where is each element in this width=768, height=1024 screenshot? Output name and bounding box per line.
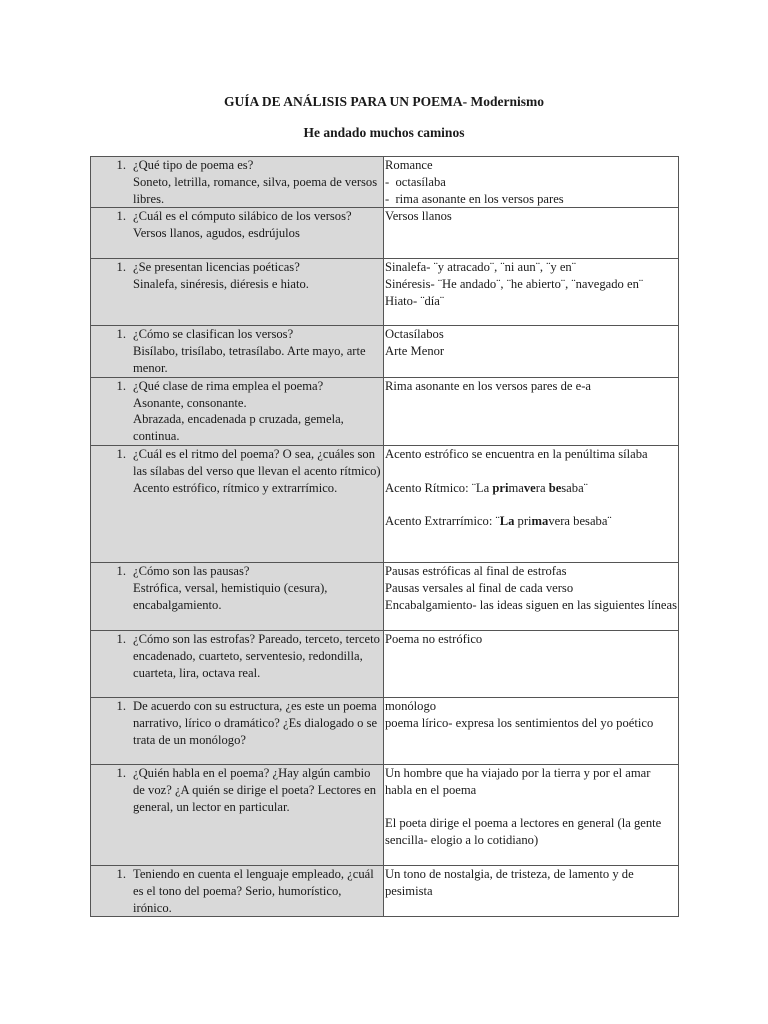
table-row (91, 259, 679, 326)
answer-cell (384, 259, 679, 326)
question-text: ¿Cómo son las estrofas? Pareado, terceto, terceto encadenado, cuarteto, serventesio, redondilla, cuarteta, lira, octava real. (133, 631, 384, 680)
stressed-syllable: be (548, 480, 562, 495)
answer-line: - octasílaba (385, 174, 446, 189)
analysis-table (90, 156, 679, 917)
question-text: ¿Cuál es el cómputo silábico de los versos? Versos llanos, agudos, esdrújulos (133, 209, 355, 241)
text-fragment: saba¨ (561, 480, 588, 495)
item-number: 1. (116, 327, 126, 342)
answer-cell (384, 326, 679, 377)
question-cell (91, 208, 384, 259)
answer-cell (384, 157, 679, 208)
answer-cell (384, 562, 679, 630)
answer-line: Pausas versales al final de cada verso (385, 580, 574, 595)
question-text: ¿Cómo se clasifican los versos? Bisílabo, trisílabo, tetrasílabo. Arte mayo, arte menor. (133, 327, 366, 375)
answer-cell (384, 697, 679, 764)
document-title: GUÍA DE ANÁLISIS PARA UN POEMA- Modernismo (223, 94, 545, 109)
answer-line: Versos llanos (385, 209, 452, 224)
stressed-syllable: ve (523, 480, 536, 495)
item-number: 1. (116, 158, 126, 172)
question-text: ¿Qué clase de rima emplea el poema? Asonante, consonante. Abrazada, encadenada p cruzada, gemela, continua. (133, 378, 344, 444)
item-number: 1. (116, 209, 126, 224)
blank-line (385, 799, 678, 816)
item-number: 1. (116, 765, 126, 780)
question-cell (91, 259, 384, 326)
text-fragment: Acento Extrarrímico: ¨ (385, 514, 500, 529)
question-cell (91, 764, 384, 865)
question-text: ¿Se presentan licencias poéticas? Sinalefa, sinéresis, diéresis e hiato. (133, 260, 309, 292)
answer-line: Encabalgamiento- las ideas siguen en las siguientes líneas (385, 597, 678, 612)
question-text: ¿Cómo son las pausas? Estrófica, versal, hemistiquio (cesura), encabalgamiento. (133, 563, 328, 612)
answer-line: El poeta dirige el poema a lectores en general (la gente sencilla- elogio a lo cotidiano) (385, 816, 665, 848)
question-text: ¿Cuál es el ritmo del poema? O sea, ¿cuáles son las sílabas del verso que llevan el acento rítmico) Acento estrófico, rítmico y extrarrímico. (133, 446, 381, 495)
item-number: 1. (116, 260, 126, 275)
stressed-syllable: pri (492, 480, 509, 495)
text-fragment: ra (535, 480, 549, 495)
answer-cell (384, 865, 679, 916)
text-fragment: ma (508, 480, 524, 495)
poem-title: He andado muchos caminos (303, 125, 465, 140)
question-cell (91, 157, 384, 208)
table-row (91, 157, 679, 208)
answer-line: Sinéresis- ¨He andado¨, ¨he abierto¨, ¨navegado en¨ (385, 277, 644, 292)
blank-line (385, 496, 678, 513)
answer-cell (384, 377, 679, 445)
table-row (91, 377, 679, 445)
answer-line: Hiato- ¨día¨ (385, 293, 445, 308)
text-fragment: vera besaba¨ (548, 514, 612, 529)
answer-line: Romance (385, 158, 433, 172)
question-cell (91, 445, 384, 562)
item-number: 1. (116, 631, 126, 646)
answer-cell (384, 208, 679, 259)
answer-line: - rima asonante en los versos pares (385, 191, 564, 206)
table-row (91, 865, 679, 916)
item-number: 1. (116, 378, 126, 393)
answer-cell (384, 764, 679, 865)
answer-line: poema lírico- expresa los sentimientos del yo poético (385, 715, 654, 730)
answer-cell (384, 445, 679, 562)
answer-line: Pausas estróficas al final de estrofas (385, 563, 567, 578)
answer-line: Octasílabos (385, 327, 444, 342)
question-cell (91, 562, 384, 630)
table-row (91, 697, 679, 764)
question-cell (91, 865, 384, 916)
answer-line: Sinalefa- ¨y atracado¨, ¨ni aun¨, ¨y en¨ (385, 260, 576, 275)
question-text: ¿Quién habla en el poema? ¿Hay algún cambio de voz? ¿A quién se dirige el poeta? Lectores en general, un lector en particular. (133, 765, 380, 814)
item-number: 1. (116, 446, 126, 461)
answer-line: Arte Menor (385, 344, 445, 359)
text-fragment: Acento Rítmico: ¨La (385, 480, 493, 495)
table-row (91, 630, 679, 697)
question-text: ¿Qué tipo de poema es? Soneto, letrilla, romance, silva, poema de versos libres. (133, 158, 378, 206)
table-row (91, 208, 679, 259)
question-text: Teniendo en cuenta el lenguaje empleado, ¿cuál es el tono del poema? Serio, humorístico, irónico. (133, 866, 377, 915)
table-row (91, 562, 679, 630)
question-cell (91, 326, 384, 377)
answer-cell (384, 630, 679, 697)
extrarritmico-line (385, 513, 678, 530)
item-number: 1. (116, 866, 126, 881)
answer-line: Rima asonante en los versos pares de e-a (385, 378, 591, 393)
ritmico-line (385, 480, 678, 497)
item-number: 1. (116, 698, 126, 713)
question-cell (91, 630, 384, 697)
stressed-syllable: ma (531, 514, 549, 529)
text-fragment: pri (514, 514, 532, 529)
stressed-syllable: La (499, 514, 515, 529)
question-cell (91, 697, 384, 764)
table-row (91, 326, 679, 377)
table-row (91, 764, 679, 865)
answer-line: Un tono de nostalgia, de tristeza, de lamento y de pesimista (385, 866, 637, 898)
answer-line: monólogo (385, 698, 437, 713)
question-text: De acuerdo con su estructura, ¿es este un poema narrativo, lírico o dramático? ¿Es dialogado o se trata de un monólogo? (133, 698, 381, 747)
blank-line (385, 463, 678, 480)
question-cell (91, 377, 384, 445)
table-row (91, 445, 679, 562)
answer-line: Acento estrófico se encuentra en la penúltima sílaba (385, 446, 648, 461)
answer-line: Un hombre que ha viajado por la tierra y por el amar habla en el poema (385, 765, 654, 797)
answer-line: Poema no estrófico (385, 631, 483, 646)
item-number: 1. (116, 563, 126, 578)
